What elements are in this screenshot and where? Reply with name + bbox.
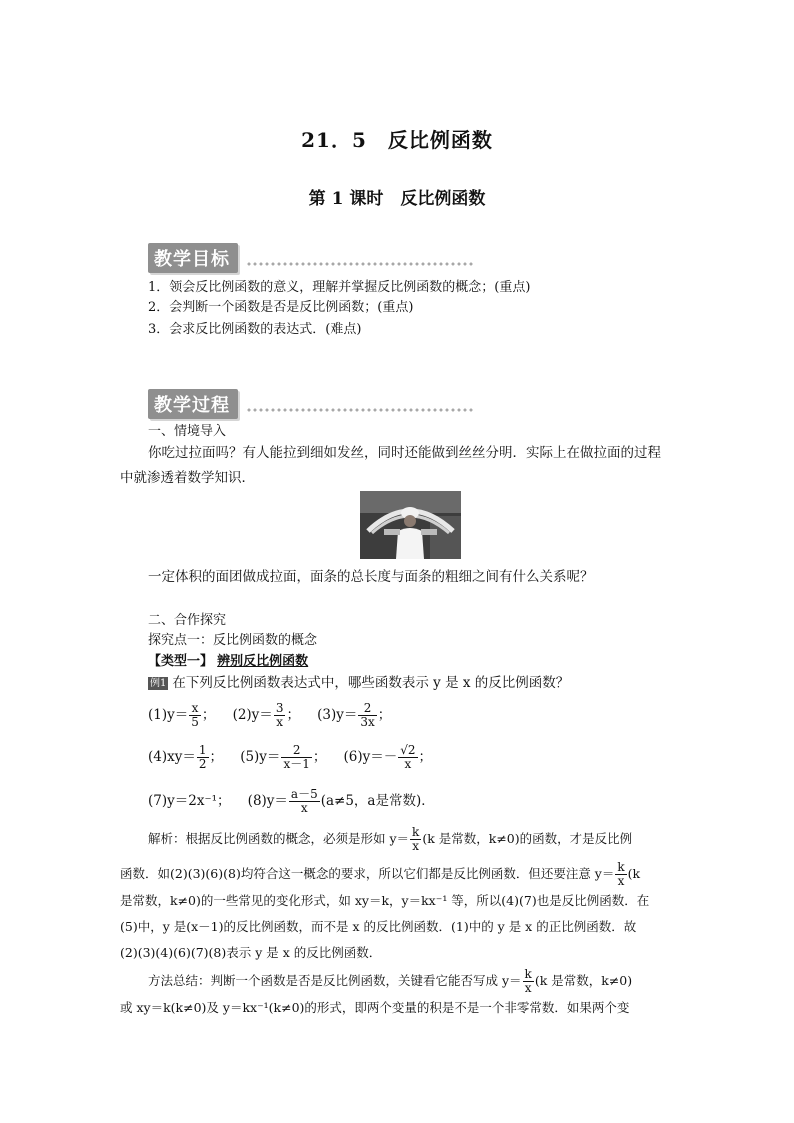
- analysis-line: 是常数，k≠0)的一些常见的变化形式，如 xy＝k，y＝kx⁻¹ 等，所以(4)(7)也是反比例函数．在: [120, 893, 650, 908]
- fraction: $\frac{2}{3x}$: [360, 701, 375, 729]
- summary-line: 或 xy＝k(k≠0)及 y＝kx⁻¹(k≠0)的形式，即两个变量的积是不是一个非零常数．如果两个变: [120, 1000, 630, 1015]
- summary-block: [120, 968, 680, 1021]
- formula-8: (8)y＝: [247, 793, 288, 809]
- fraction: $\frac{1}{2}$: [198, 743, 207, 771]
- lesson-subtitle: 第 1 课时 反比例函数: [308, 189, 486, 209]
- fraction: $\frac{2}{x-1}$: [283, 743, 310, 771]
- question-paragraph: [120, 565, 680, 590]
- intro-line: 中就渗透着数学知识．: [120, 470, 255, 486]
- formula-2: (2)y＝: [232, 707, 273, 723]
- fraction: $\frac{x}{5}$: [191, 701, 199, 729]
- formula-1: (1)y＝: [148, 707, 189, 723]
- fraction: $\frac{k}{x}$: [524, 967, 532, 995]
- summary-line: 方法总结：判断一个函数是否是反比例函数，关键看它能否写成 y＝ $\frac{k}{x}$ (k 是常数，k≠0): [148, 967, 633, 995]
- objective-item: 1．领会反比例函数的意义，理解并掌握反比例函数的概念；(重点): [148, 280, 531, 295]
- formula-row: (7)y＝2x⁻¹； (8)y＝ $\frac{a-5}{x}$ (a≠5，a是常数)．: [148, 787, 435, 815]
- section-heading: 一、情境导入: [148, 424, 227, 439]
- intro-line: 你吃过拉面吗？有人能拉到细如发丝，同时还能做到丝丝分明．实际上在做拉面的过程: [148, 445, 661, 461]
- example-text: 在下列反比例函数表达式中，哪些函数表示 y 是 x 的反比例函数？: [172, 675, 570, 691]
- intro-paragraph: [120, 441, 680, 491]
- analysis-line: (2)(3)(4)(6)(7)(8)表示 y 是 x 的反比例函数．: [120, 945, 382, 960]
- analysis-line: (5)中，y 是(x－1)的反比例函数，而不是 x 的反比例函数．(1)中的 y 是 x 的正比例函数．故: [120, 919, 637, 934]
- objective-item: 3．会求反比例函数的表达式．(难点): [148, 322, 362, 337]
- example-prompt: [148, 674, 569, 692]
- explore-point: 探究点一：反比例函数的概念: [148, 633, 318, 648]
- type-title: 辨别反比例函数: [217, 654, 309, 669]
- analysis-line: 解析：根据反比例函数的概念，必须是形如 y＝ $\frac{k}{x}$ (k 是常数，k≠0)的函数，才是反比例: [148, 825, 633, 853]
- formula-row: (1)y＝ $\frac{x}{5}$ ； (2)y＝ $\frac{3}{x}$ ； (3)y＝ $\frac{2}{3x}$ ；: [148, 701, 392, 729]
- dotted-rule: [246, 260, 474, 268]
- process-banner-label: 教学过程: [148, 389, 238, 419]
- example-tag: 例1: [150, 678, 167, 689]
- process-banner: [148, 389, 474, 417]
- page-title: 21．5 反比例函数: [301, 128, 493, 152]
- fraction: $\frac{3}{x}$: [275, 701, 284, 729]
- noodle-pulling-photo: [360, 491, 461, 559]
- objectives-banner-label: 教学目标: [148, 243, 238, 273]
- formula-5: (5)y＝: [240, 749, 281, 765]
- fraction: $\frac{k}{x}$: [617, 860, 625, 888]
- formula-4: (4)xy＝: [148, 749, 196, 765]
- objective-item: 2．会判断一个函数是否是反比例函数；(重点): [148, 300, 414, 315]
- analysis-block: [120, 826, 680, 966]
- analysis-line: 函数．如(2)(3)(6)(8)均符合这一概念的要求，所以它们都是反比例函数．但还要注意 y＝ $\frac{k}{x}$ (k: [120, 860, 641, 888]
- fraction: $\frac{√2}{x}$: [400, 743, 416, 771]
- fraction: $\frac{k}{x}$: [412, 825, 420, 853]
- question-text: 一定体积的面团做成拉面，面条的总长度与面条的粗细之间有什么关系呢？: [148, 569, 594, 585]
- type-bracket: 【类型一】: [148, 654, 214, 669]
- dotted-rule: [246, 406, 474, 414]
- objectives-banner: [148, 243, 474, 271]
- section-heading: 二、合作探究: [148, 613, 227, 628]
- type-heading: [148, 653, 308, 671]
- formula-row: (4)xy＝ $\frac{1}{2}$ ； (5)y＝ $\frac{2}{x-1}$ ； (6)y＝－ $\frac{√2}{x}$ ；: [148, 743, 433, 771]
- formula-3: (3)y＝: [317, 707, 358, 723]
- formula-7: (7)y＝2x⁻¹；: [148, 793, 231, 809]
- fraction: $\frac{a-5}{x}$: [290, 787, 318, 815]
- formula-6: (6)y＝－: [343, 749, 398, 765]
